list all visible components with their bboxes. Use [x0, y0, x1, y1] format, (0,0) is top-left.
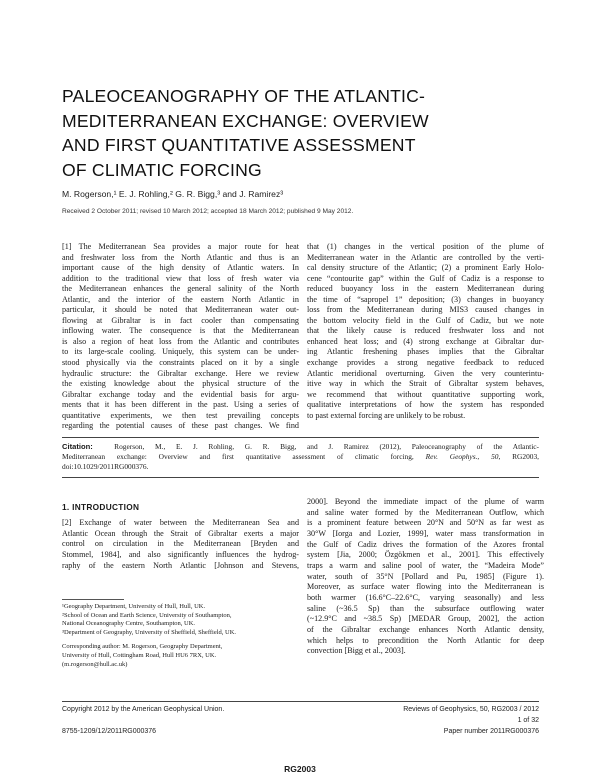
- footnote-line: Corresponding author: M. Rogerson, Geography Department,: [62, 643, 223, 651]
- citation-text: , RG2003,: [498, 451, 540, 461]
- abstract-line: the existing knowledge about the physical structure of the: [62, 379, 299, 389]
- footer-divider: [62, 701, 539, 702]
- citation-text: Mediterranean exchange: Overview and first quantitative assessment of climatic forcing,: [62, 451, 426, 461]
- abstract-line: inflowing water. The consequence is that the Mediterranean: [62, 326, 299, 336]
- footnote-line: ¹Geography Department, University of Hull, Hull, UK.: [62, 603, 206, 610]
- citation-text: Rogerson, M., E. J. Rohling, G. R. Bigg, and J. Ramirez (2012), Paleoceanography of the Atlantic-: [114, 442, 539, 451]
- citation-journal: Rev. Geophys., 50: [425, 451, 499, 461]
- abstract-line: Atlantic meridional overturning. Given the very counterintu-: [307, 368, 544, 378]
- footnotes: [62, 603, 299, 669]
- abstract-line: the time of “sapropel 1” deposition; (3) changes in buoyancy: [307, 294, 544, 304]
- abstract-line: loss from the Mediterranean during MIS3 caused changes in: [307, 305, 544, 315]
- title-line: OF CLIMATIC FORCING: [62, 159, 262, 180]
- abstract-line: Atlantic, and the interior of the eastern North Atlantic in: [62, 294, 299, 304]
- abstract-line: ments that it has been different in the past. Using a series of: [62, 400, 299, 410]
- abstract-line: Mediterranean water in the Atlantic are controlled by the verti-: [307, 252, 544, 262]
- abstract-divider: [62, 437, 539, 438]
- body-line: traps a warm and saline pool of water, the “Madeira Mode”: [307, 560, 544, 570]
- abstract-line: we recommend that without quantitative supporting work,: [307, 389, 544, 399]
- citation-block: [62, 442, 539, 471]
- page-count: 1 of 32: [517, 717, 539, 724]
- citation-divider: [62, 477, 539, 478]
- body-line: water, south of 35°N [Pollard and Pu, 1985] (Figure 1).: [307, 571, 544, 581]
- abstract-line: to past external forcing are unlikely to be robust.: [307, 410, 466, 420]
- abstract-line: cene “contourite gap” within the Gulf of Cadiz is a response to: [307, 273, 544, 283]
- abstract-line: quantitative experiments, we then test prevailing concepts: [62, 410, 299, 420]
- footnote-divider: [62, 599, 124, 600]
- body-line: convection [Bigg et al., 2003].: [307, 646, 406, 656]
- section-heading: 1. INTRODUCTION: [62, 502, 140, 512]
- footnote-line: ²School of Ocean and Earth Science, University of Southampton,: [62, 611, 232, 619]
- paper-number: Paper number 2011RG000376: [443, 728, 539, 735]
- issn: 8755-1209/12/2011RG000376: [62, 728, 157, 735]
- title-line: MEDITERRANEAN EXCHANGE: OVERVIEW: [62, 110, 429, 131]
- abstract-line: that (1) changes in the vertical position of the plume of: [307, 242, 544, 251]
- abstract-line: important cause of the high density of Atlantic waters. In: [62, 263, 299, 273]
- body-line: [2] Exchange of water between the Mediterranean Sea and: [62, 518, 299, 527]
- abstract-line: regarding the potential causes of these past changes. We find: [62, 421, 299, 431]
- paper-title: [62, 84, 542, 182]
- abstract-line: cal density structure of the Atlantic; (2) a prominent Early Holo-: [307, 263, 544, 273]
- abstract-line: [1] The Mediterranean Sea provides a major route for heat: [62, 242, 299, 251]
- footnote-line: ³Department of Geography, University of Sheffield, Sheffield, UK.: [62, 628, 237, 636]
- author-list: M. Rogerson,¹ E. J. Rohling,² G. R. Bigg,³ and J. Ramirez³: [62, 189, 284, 199]
- abstract-right-column: [307, 242, 544, 421]
- body-line: 30°W [Iorga and Lozier, 1999], water mass transformation in: [307, 528, 544, 538]
- abstract-line: the bottom velocity field in the Gulf of Cadiz, but we note: [307, 315, 544, 325]
- abstract-line: hydraulic structure: the Gibraltar exchange. Here we review: [62, 368, 299, 378]
- abstract-line: stood physically via the constraints placed on it by a single: [62, 358, 299, 368]
- article-id: RG2003: [284, 764, 316, 774]
- abstract-line: addition to the traditional view that loss of fresh water via: [62, 273, 299, 283]
- body-line: which helps to precondition the North Atlantic for deep: [307, 635, 544, 645]
- body-line: control on circulation in the Mediterranean [Bryden and: [62, 539, 299, 549]
- abstract-line: qualitative interpretations of how the system has responded: [307, 400, 544, 410]
- abstract-line: the Mediterranean enhances the general salinity of the North: [62, 284, 299, 294]
- citation-doi: doi:10.1029/2011RG000376.: [62, 461, 149, 471]
- journal-reference: Reviews of Geophysics, 50, RG2003 / 2012: [403, 706, 539, 713]
- body-line: (~12.9°C and ~38.5 Sp) [MEDAR Group, 2002], the action: [307, 614, 544, 624]
- title-line: AND FIRST QUANTITATIVE ASSESSMENT: [62, 135, 416, 155]
- body-line: is a prominent feature between 20°N and 50°N as far west as: [307, 518, 544, 528]
- body-line: and saline water formed by the Mediterranean Outflow, which: [307, 507, 544, 517]
- abstract-line: and freshwater loss from the North Atlantic and thus is an: [62, 252, 299, 262]
- abstract-line: flowing at Gibraltar is in fact cooler than compensating: [62, 315, 299, 325]
- abstract-line: that the likely cause is reduced freshwater loss and not: [307, 326, 544, 336]
- abstract-line: is also a region of heat loss from the Atlantic and contributes: [62, 336, 299, 346]
- abstract-line: exchange provides a strong negative feedback to reduced: [307, 358, 544, 368]
- body-line: system [Jia, 2000; Özgökmen et al., 2001]. This effectively: [307, 550, 544, 560]
- abstract-line: reduced buoyancy loss in the eastern Mediterranean during: [307, 284, 544, 294]
- footnote-line: University of Hull, Cottingham Road, Hull HU6 7RX, UK.: [62, 651, 217, 659]
- publication-history: Received 2 October 2011; revised 10 March 2012; accepted 18 March 2012; published 9 May 2012.: [62, 208, 354, 215]
- body-line: of the Gibraltar exchange enhances North Atlantic density,: [307, 624, 544, 634]
- abstract-left-column: [62, 242, 299, 432]
- body-line: the Gulf of Cadiz drives the formation of the Azores frontal: [307, 539, 544, 549]
- body-line: both warmer (16.6°C–22.6°C, varying seasonally) and less: [307, 592, 544, 602]
- body-line: Atlantic Ocean through the Strait of Gibraltar exerts a major: [62, 528, 299, 538]
- copyright: Copyright 2012 by the American Geophysical Union.: [62, 706, 225, 713]
- body-line: Moreover, as surface water flowing into the Mediterranean is: [307, 582, 544, 592]
- abstract-line: particular, it should be noted that Mediterranean water out-: [62, 305, 299, 315]
- abstract-line: Gibraltar exchange today and the evidential basis for argu-: [62, 389, 299, 399]
- abstract-line: ing Atlantic freshening phases implies that the Gibraltar: [307, 347, 544, 357]
- footnote-line: (m.rogerson@hull.ac.uk): [62, 660, 128, 668]
- abstract-line: to its large-scale cooling. Uniquely, this system can be under-: [62, 347, 299, 357]
- footnote-line: National Oceanography Centre, Southampton, UK.: [62, 620, 196, 628]
- citation-label: Citation:: [62, 442, 93, 451]
- intro-right-column: [307, 497, 544, 657]
- body-line: 2000]. Beyond the immediate impact of the plume of warm: [307, 497, 544, 506]
- intro-left-column: [62, 518, 299, 571]
- title-line: PALEOCEANOGRAPHY OF THE ATLANTIC-: [62, 86, 426, 106]
- abstract-line: itive way in which the Strait of Gibraltar system behaves,: [307, 379, 544, 389]
- abstract-line: enhanced heat loss; and (4) strong exchange at Gibraltar dur-: [307, 336, 544, 346]
- body-line: raphy of the eastern North Atlantic [Johnson and Stevens,: [62, 560, 299, 570]
- body-line: Stommel, 1984], and also significantly influences the hydrog-: [62, 549, 299, 559]
- body-line: saline (~36.5 Sp) than the subsurface outflowing water: [307, 603, 544, 613]
